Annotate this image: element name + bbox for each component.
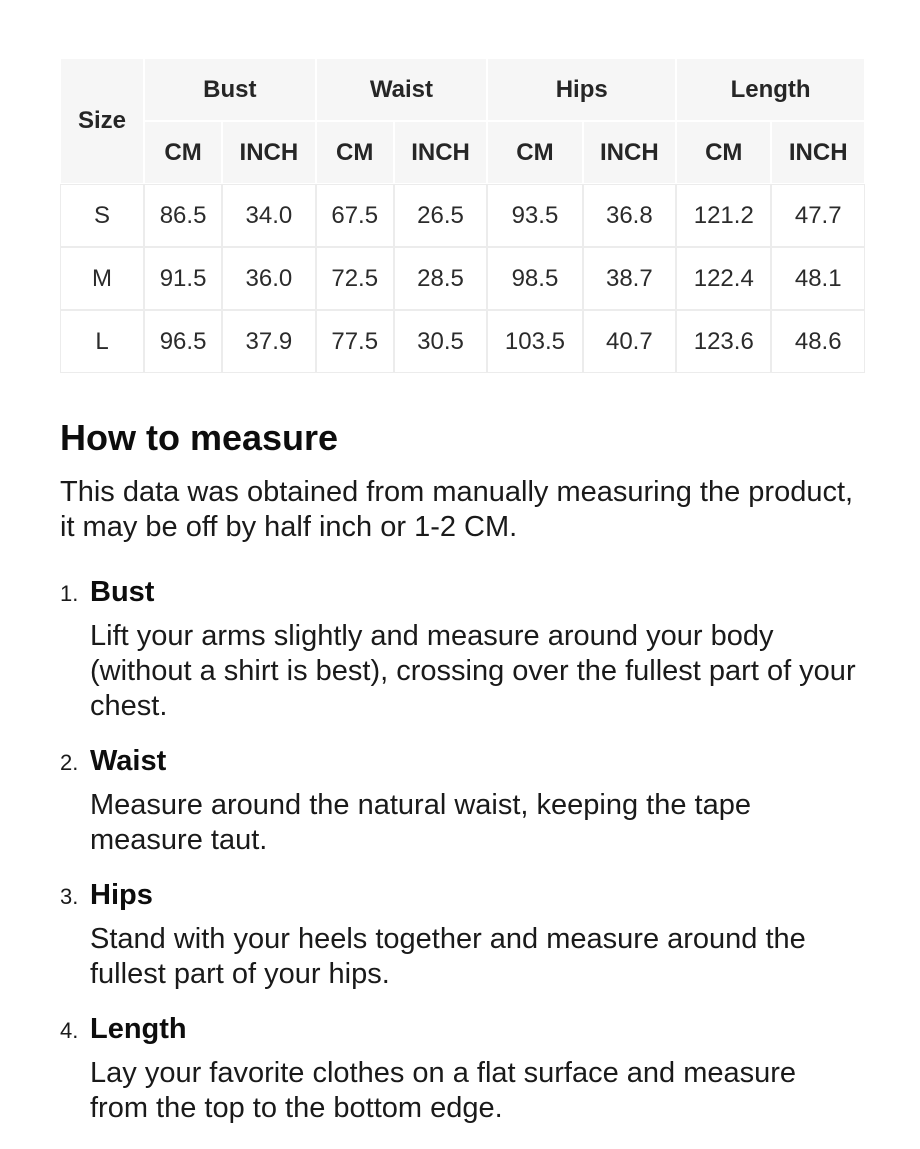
table-row-size-s: [60, 184, 865, 247]
step-title: Hips: [90, 879, 153, 911]
size-corner-header: Size: [60, 58, 144, 184]
waist-cm-header: CM: [316, 121, 394, 184]
length-inch-header: INCH: [771, 121, 865, 184]
step-description: Measure around the natural waist, keeping the tape measure taut.: [90, 789, 751, 856]
step-description: Lay your favorite clothes on a flat surface and measure from the top to the bottom edge.: [90, 1057, 797, 1124]
measure-step-hips: [60, 879, 920, 992]
step-title: Length: [90, 1013, 187, 1045]
step-number: 1.: [60, 581, 79, 606]
value-cell: 121.2: [676, 184, 771, 247]
step-title: Bust: [90, 576, 155, 608]
how-to-measure-heading: How to measure: [60, 417, 339, 458]
value-cell: 37.9: [222, 310, 316, 373]
hips-cm-header: CM: [487, 121, 582, 184]
step-number: 4.: [60, 1018, 79, 1043]
value-cell: 96.5: [144, 310, 222, 373]
step-number: 2.: [60, 750, 79, 775]
step-heading: [60, 1013, 920, 1046]
value-cell: 48.6: [771, 310, 865, 373]
step-number: 3.: [60, 884, 79, 909]
value-cell: 67.5: [316, 184, 394, 247]
unit-header-row: [60, 121, 865, 184]
measure-step-bust: [60, 576, 920, 724]
table-row-size-l: [60, 310, 865, 373]
step-heading: [60, 745, 920, 778]
size-chart-table: [60, 58, 865, 373]
value-cell: 98.5: [487, 247, 582, 310]
measure-step-waist: [60, 745, 920, 858]
step-heading: [60, 879, 920, 912]
waist-inch-header: INCH: [394, 121, 488, 184]
value-cell: 93.5: [487, 184, 582, 247]
value-cell: 28.5: [394, 247, 488, 310]
hips-group-header: Hips: [487, 58, 676, 121]
value-cell: 122.4: [676, 247, 771, 310]
size-cell: L: [60, 310, 144, 373]
value-cell: 77.5: [316, 310, 394, 373]
value-cell: 26.5: [394, 184, 488, 247]
size-cell: M: [60, 247, 144, 310]
length-group-header: Length: [676, 58, 865, 121]
step-heading: [60, 576, 920, 609]
value-cell: 30.5: [394, 310, 488, 373]
step-title: Waist: [90, 745, 167, 777]
value-cell: 103.5: [487, 310, 582, 373]
value-cell: 34.0: [222, 184, 316, 247]
measure-intro-text: This data was obtained from manually measuring the product, it may be off by half inch or 1-2 CM.: [60, 476, 854, 543]
bust-cm-header: CM: [144, 121, 222, 184]
value-cell: 86.5: [144, 184, 222, 247]
value-cell: 36.0: [222, 247, 316, 310]
waist-group-header: Waist: [316, 58, 488, 121]
table-row-size-m: [60, 247, 865, 310]
length-cm-header: CM: [676, 121, 771, 184]
value-cell: 38.7: [583, 247, 677, 310]
column-group-row: [60, 58, 865, 121]
hips-inch-header: INCH: [583, 121, 677, 184]
measure-step-length: [60, 1013, 920, 1126]
value-cell: 72.5: [316, 247, 394, 310]
value-cell: 48.1: [771, 247, 865, 310]
bust-inch-header: INCH: [222, 121, 316, 184]
step-description: Stand with your heels together and measure around the fullest part of your hips.: [90, 923, 806, 990]
value-cell: 91.5: [144, 247, 222, 310]
value-cell: 40.7: [583, 310, 677, 373]
value-cell: 36.8: [583, 184, 677, 247]
step-description: Lift your arms slightly and measure around your body (without a shirt is best), crossing over the fullest part of your chest.: [90, 620, 856, 722]
value-cell: 123.6: [676, 310, 771, 373]
value-cell: 47.7: [771, 184, 865, 247]
bust-group-header: Bust: [144, 58, 316, 121]
measure-steps-list: [60, 576, 920, 1126]
size-cell: S: [60, 184, 144, 247]
